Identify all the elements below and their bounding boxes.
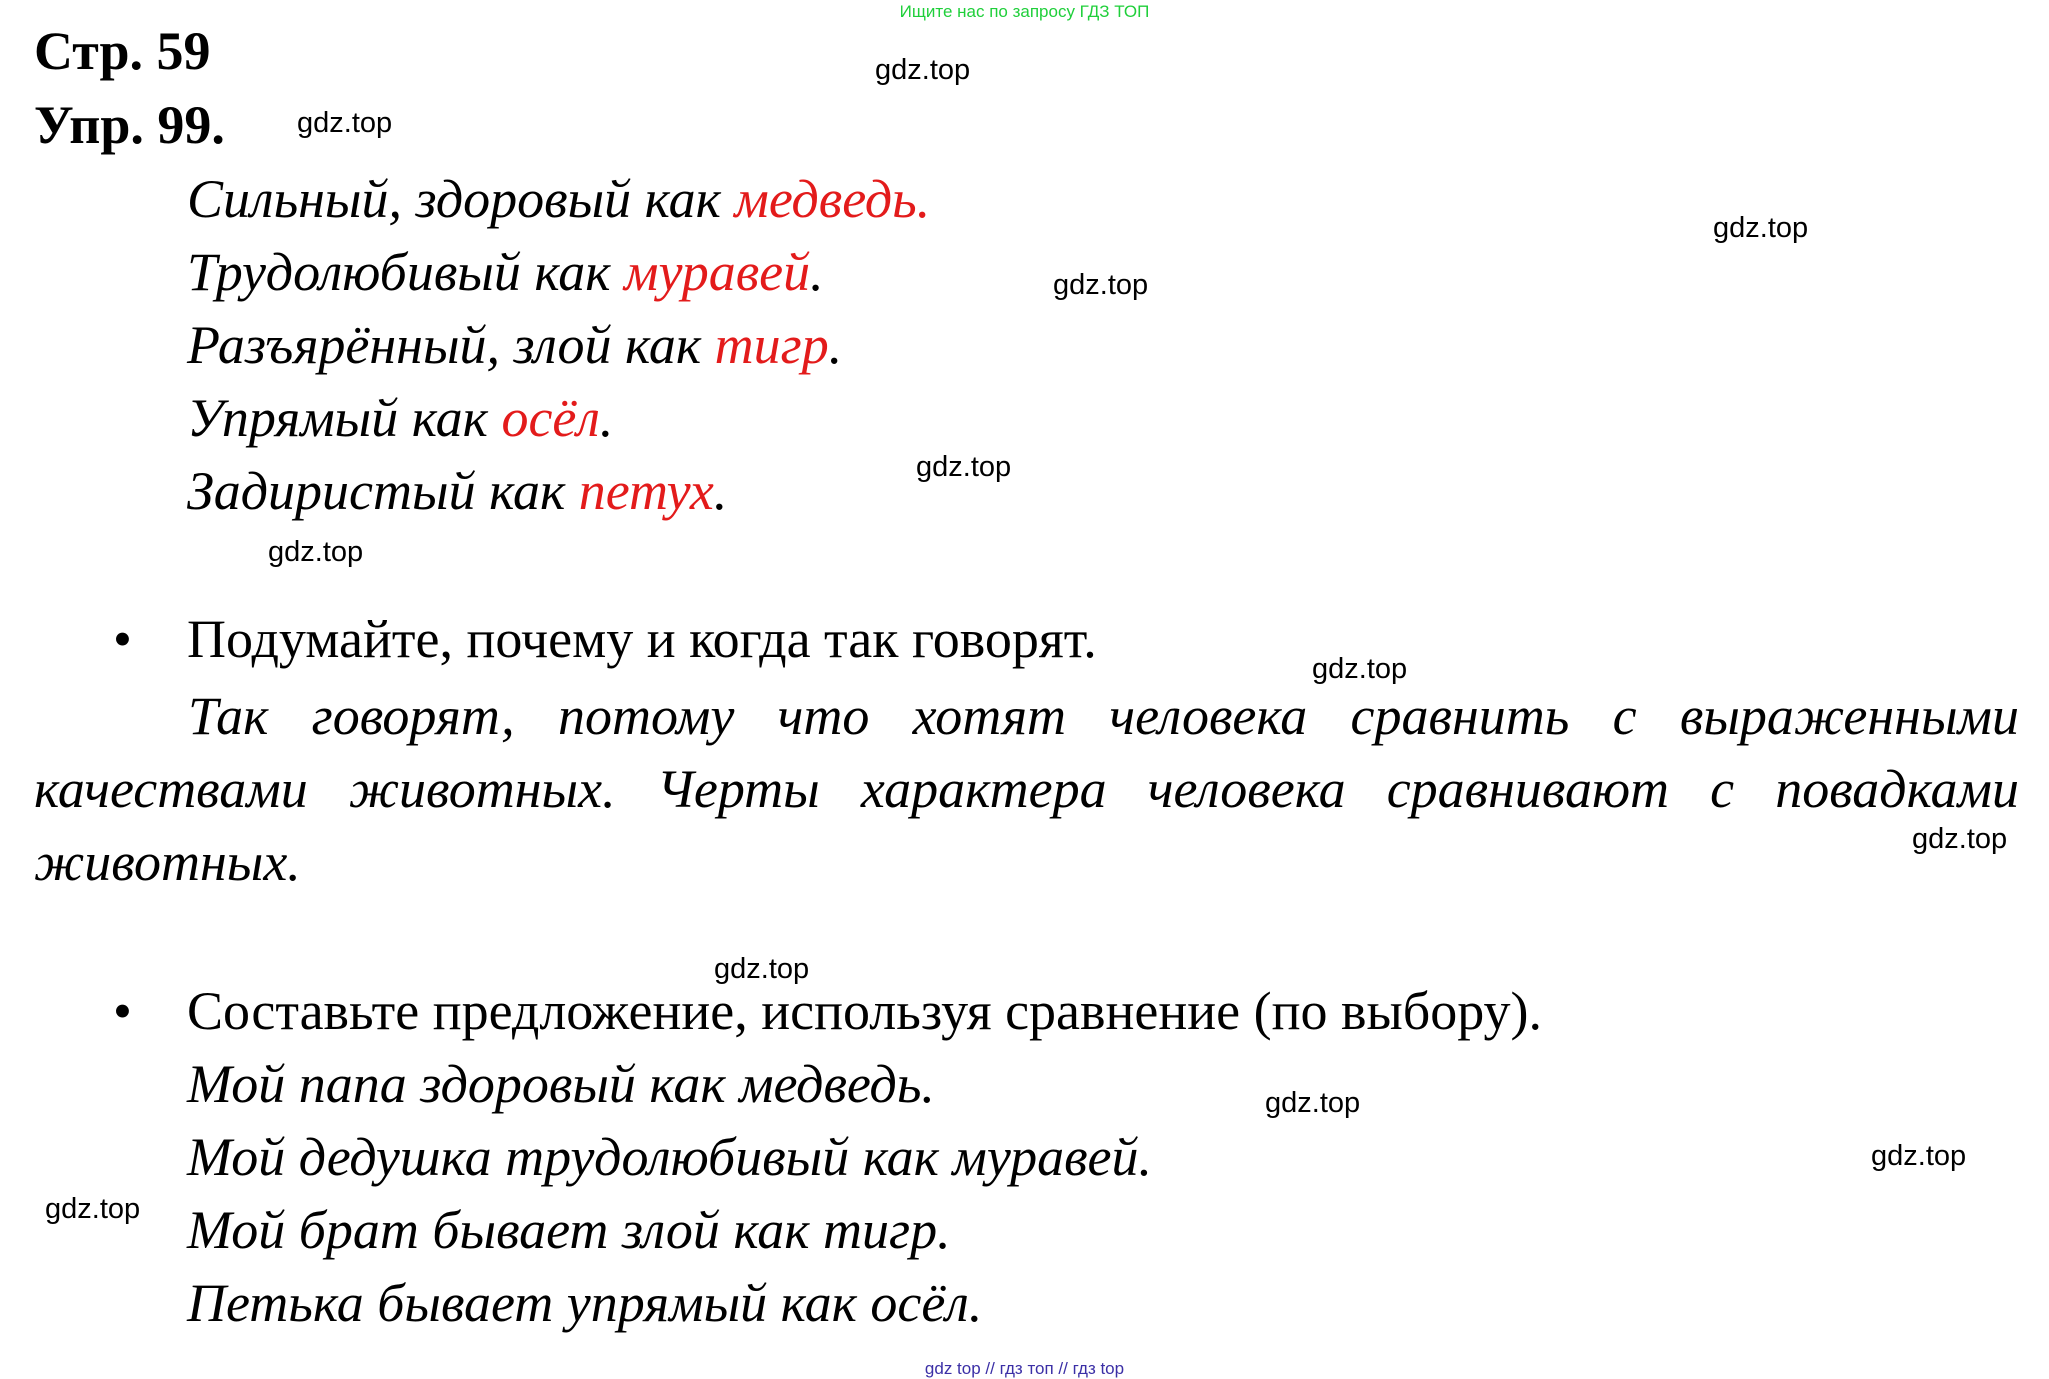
simile-animal: петух	[578, 461, 714, 521]
task-prompt: • Подумайте, почему и когда так говорят.	[113, 609, 1097, 669]
simile-animal: тигр	[714, 315, 829, 375]
watermark: gdz.top	[916, 451, 1012, 483]
answer-sentence: Мой папа здоровый как медведь.	[187, 1054, 935, 1114]
answer-sentence: Мой дедушка трудолюбивый как муравей.	[187, 1127, 1153, 1187]
watermark: gdz.top	[875, 54, 971, 86]
watermark: gdz.top	[1912, 823, 2008, 855]
watermark: gdz.top	[297, 107, 393, 139]
bullet-icon: •	[113, 609, 132, 669]
simile-line: Разъярённый, злой как тигр.	[187, 315, 843, 375]
simile-line: Трудолюбивый как муравей.	[187, 242, 824, 302]
answer-paragraph: Так говорят, потому что хотят человека сравнить с выраженными качествами животных. Черты характера человека сравнивают с повадками животных.	[34, 686, 2019, 892]
watermark: gdz.top	[1713, 212, 1809, 244]
simile-animal: медведь.	[734, 169, 931, 229]
watermark: gdz.top	[1265, 1087, 1361, 1119]
watermark: gdz.top	[714, 953, 810, 985]
watermark: gdz.top	[1053, 269, 1149, 301]
bullet-icon: •	[113, 981, 132, 1041]
watermark: gdz.top	[268, 536, 364, 568]
watermark: gdz.top	[1871, 1140, 1967, 1172]
search-banner: Ищите нас по запросу ГДЗ ТОП	[899, 2, 1150, 21]
simile-animal: муравей	[624, 242, 811, 302]
task-prompt: • Составьте предложение, используя сравнение (по выбору).	[113, 981, 1543, 1041]
simile-animal: осёл	[501, 388, 600, 448]
answer-sentence: Мой брат бывает злой как тигр.	[187, 1200, 951, 1260]
watermark: gdz.top	[1312, 653, 1408, 685]
footer-links: gdz top // гдз топ // гдз top	[924, 1359, 1125, 1378]
watermark: gdz.top	[45, 1193, 141, 1225]
page-heading: Стр. 59	[34, 21, 211, 81]
simile-line: Упрямый как осёл.	[187, 388, 614, 448]
simile-line: Задиристый как петух.	[187, 461, 728, 521]
exercise-heading: Упр. 99.	[34, 95, 225, 155]
answer-sentence: Петька бывает упрямый как осёл.	[187, 1273, 983, 1333]
simile-line: Сильный, здоровый как медведь.	[187, 169, 931, 229]
